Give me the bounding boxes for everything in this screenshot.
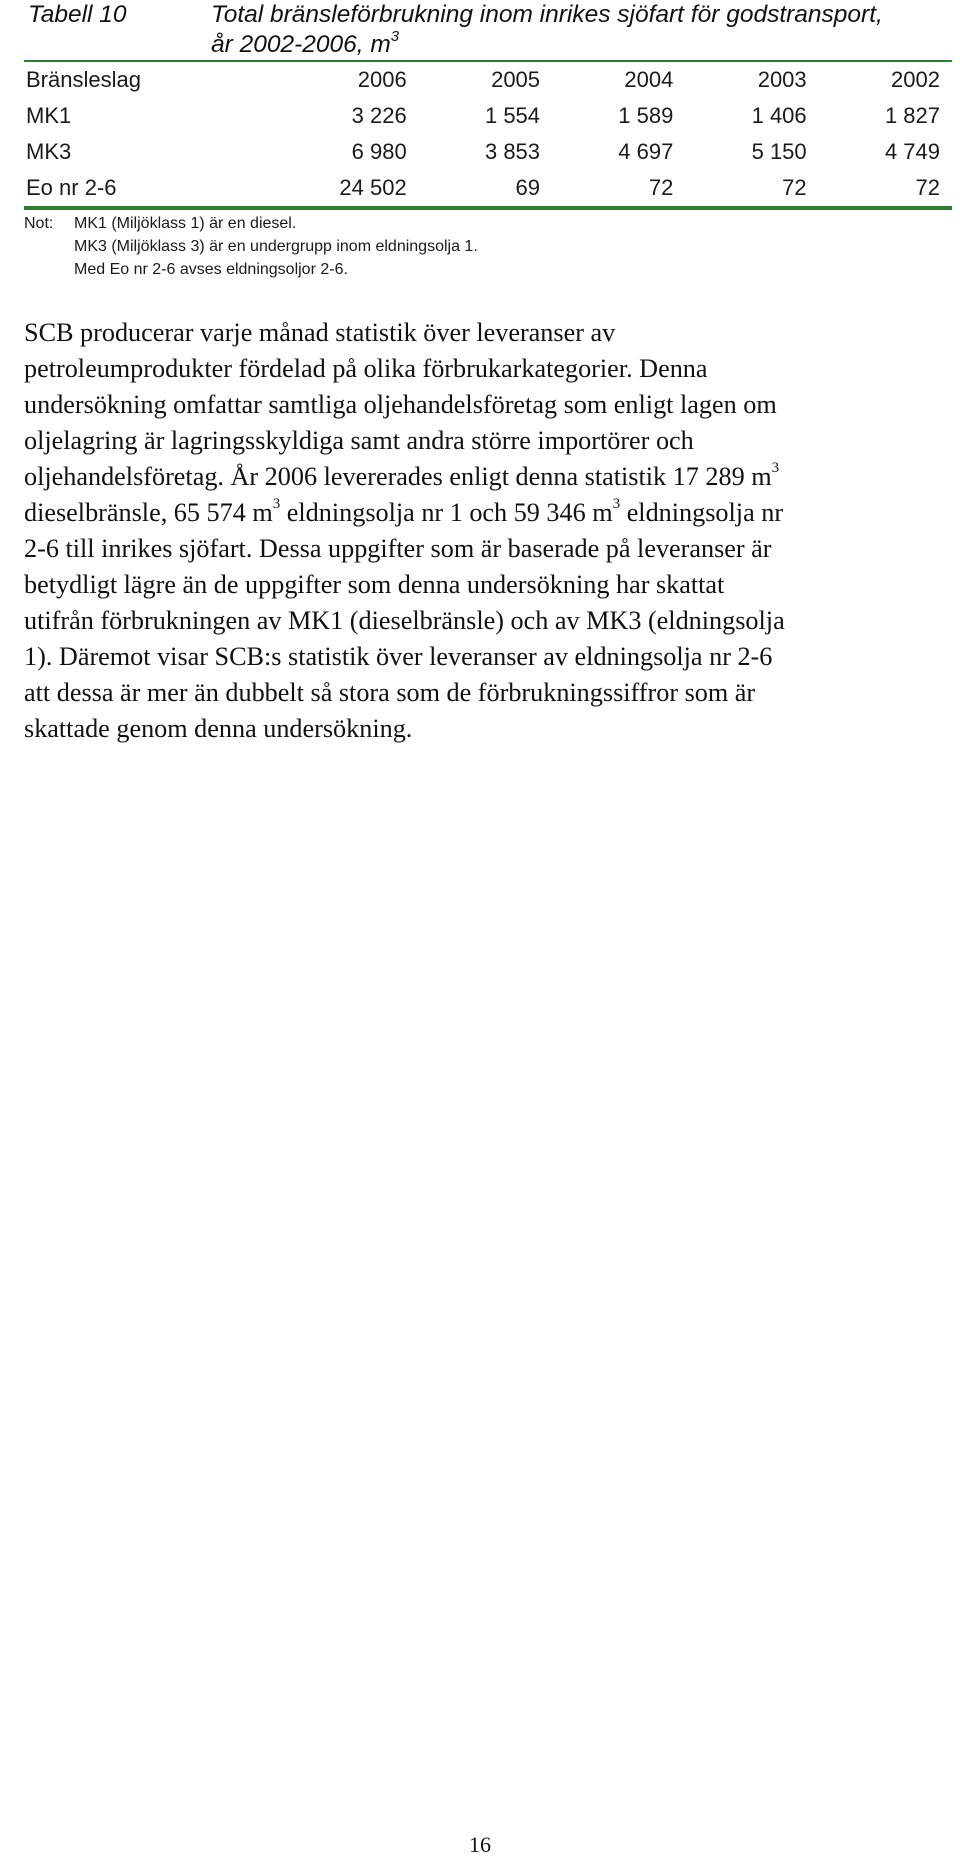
table-bottom-rule	[24, 206, 952, 210]
table-row	[24, 134, 952, 170]
table-cell: 1 827	[884, 103, 940, 128]
table-cell: MK3	[26, 139, 72, 164]
notes-label: Not:	[24, 215, 54, 232]
paragraph-line: 2-6 till inrikes sjöfart. Dessa uppgifter som är baserade på leveranser är	[24, 534, 772, 563]
paragraph-text: eldningsolja nr	[620, 498, 784, 527]
table-number: Tabell 10	[28, 1, 127, 28]
table-cell: 72	[915, 175, 940, 200]
table-cell: 6 980	[351, 139, 407, 164]
note-line: MK3 (Miljöklass 3) är en undergrupp inom eldningsolja 1.	[74, 238, 478, 255]
paragraph-line: oljelagring är lagringsskyldiga samt andra större importörer och	[24, 426, 694, 455]
table-title-line-2-text: år 2002-2006, m	[211, 31, 391, 58]
paragraph-text: eldningsolja nr 1 och 59 346 m	[280, 498, 613, 527]
table-cell: 4 697	[618, 139, 674, 164]
note-line: Med Eo nr 2-6 avses eldningsoljor 2-6.	[74, 261, 348, 278]
column-header: 2004	[624, 67, 674, 92]
table-cell: 4 749	[884, 139, 940, 164]
column-header: 2003	[757, 67, 807, 92]
table-cell: 72	[648, 175, 674, 200]
superscript: 3	[272, 496, 281, 513]
table-cell: 5 150	[751, 139, 807, 164]
table-cell: 1 406	[751, 103, 807, 128]
column-header: 2006	[357, 67, 407, 92]
paragraph-line	[24, 459, 954, 495]
note-line: MK1 (Miljöklass 1) är en diesel.	[74, 215, 297, 232]
table-cell: 3 853	[484, 139, 541, 164]
superscript: 3	[771, 460, 780, 477]
paragraph-line: skattade genom denna undersökning.	[24, 714, 413, 743]
paragraph-text: dieselbränsle, 65 574 m	[24, 498, 273, 527]
table-row	[24, 98, 952, 134]
fuel-table	[24, 60, 952, 210]
table-title-line-2	[211, 27, 951, 60]
column-header: Bränsleslag	[26, 67, 141, 92]
table-cell: 72	[782, 175, 807, 200]
paragraph-line: undersökning omfattar samtliga oljehandelsföretag som enligt lagen om	[24, 390, 777, 419]
table-cell: Eo nr 2-6	[26, 175, 117, 200]
notes-lines	[74, 212, 478, 281]
table-title	[211, 0, 951, 60]
table-cell: 24 502	[339, 175, 407, 200]
column-header: 2005	[491, 67, 541, 92]
table-cell: 69	[515, 175, 541, 200]
paragraph-line: betydligt lägre än de uppgifter som denna undersökning har skattat	[24, 570, 725, 599]
column-header: 2002	[891, 67, 940, 92]
table-title-line-1: Total bränsleförbrukning inom inrikes sjöfart för godstransport,	[211, 1, 883, 28]
table-cell: 3 226	[351, 103, 407, 128]
paragraph-line: utifrån förbrukningen av MK1 (dieselbränsle) och av MK3 (eldningsolja	[24, 606, 785, 635]
paragraph-line	[24, 495, 954, 531]
table-cell: 1 589	[618, 103, 674, 128]
page-number: 16	[469, 1832, 491, 1857]
paragraph-line: 1). Däremot visar SCB:s statistik över leveranser av eldningsolja nr 2-6	[24, 642, 773, 671]
fuel-data-table	[24, 62, 952, 206]
table-title-superscript: 3	[390, 27, 400, 45]
paragraph-line: att dessa är mer än dubbelt så stora som de förbrukningssiffror som är	[24, 678, 756, 707]
table-cell: 1 554	[484, 103, 541, 128]
table-cell: MK1	[26, 103, 72, 128]
paragraph-text: oljehandelsföretag. År 2006 levererades enligt denna statistik 17 289 m	[24, 462, 772, 491]
body-paragraph	[24, 315, 954, 747]
paragraph-line: petroleumprodukter fördelad på olika förbrukarkategorier. Denna	[24, 354, 708, 383]
paragraph-line: SCB producerar varje månad statistik över leveranser av	[24, 318, 616, 347]
table-header-row	[24, 62, 952, 98]
superscript: 3	[612, 496, 621, 513]
table-row	[24, 170, 952, 206]
